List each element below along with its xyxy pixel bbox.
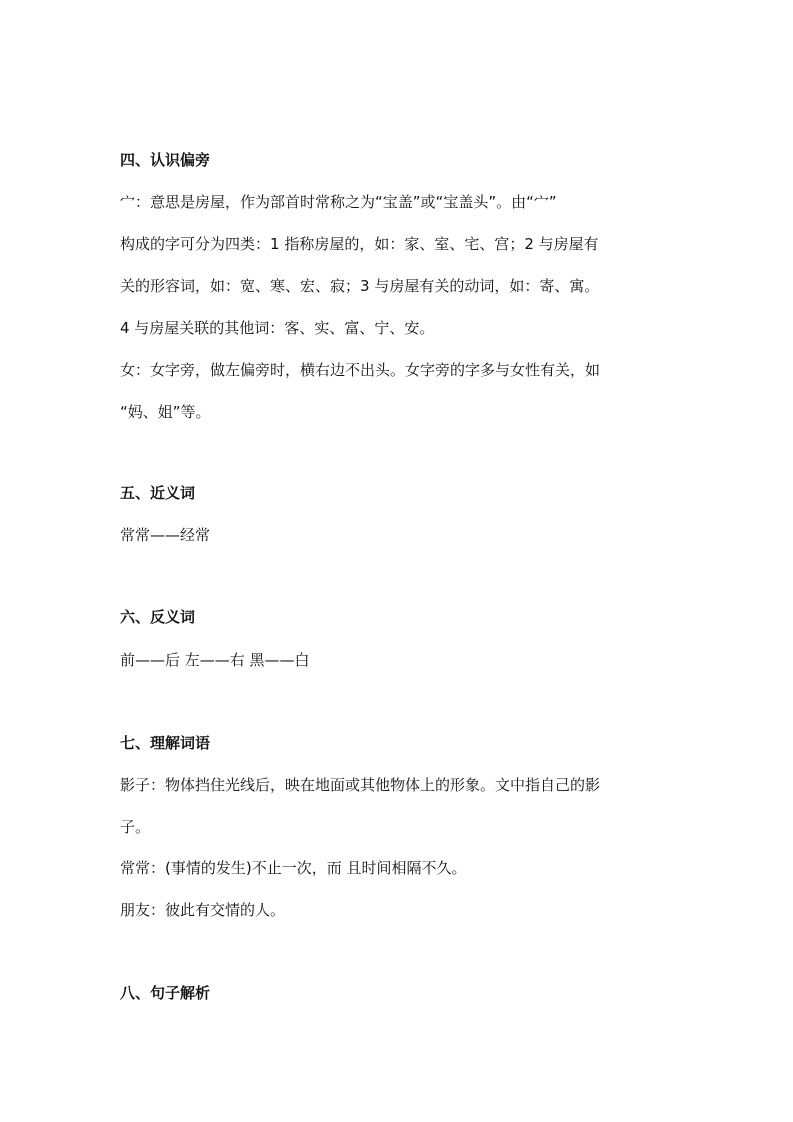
section-heading: 五、近义词 [120,484,196,502]
paragraph-line: 影子：物体挡住光线后，映在地面或其他物体上的形象。文中指自己的影 [120,776,601,794]
section-heading: 八、句子解析 [120,984,211,1002]
section-heading: 四、认识偏旁 [120,151,211,169]
paragraph-line: 女：女字旁，做左偏旁时，横右边不出头。女字旁的字多与女性有关，如 [120,361,601,379]
section-heading: 七、理解词语 [120,734,211,752]
section-heading: 六、反义词 [120,608,196,626]
paragraph-line: 关的形容词，如：宽、寒、宏、寂；3 与房屋有关的动词，如：寄、寓。 [120,277,600,295]
paragraph-line: 前——后 左——右 黑——白 [120,651,310,669]
paragraph-line: 宀：意思是房屋，作为部首时常称之为“宝盖”或“宝盖头”。由“宀” [120,193,557,211]
paragraph-line: 构成的字可分为四类：1 指称房屋的，如：家、室、宅、宫；2 与房屋有 [120,235,599,253]
paragraph-line: 4 与房屋关联的其他词：客、实、富、宁、安。 [120,319,435,337]
paragraph-line: 常常：(事情的发生)不止一次，而 且时间相隔不久。 [120,859,467,877]
paragraph-line: “妈、姐”等。 [120,403,211,421]
paragraph-line: 常常——经常 [120,526,211,544]
paragraph-line: 朋友：彼此有交情的人。 [120,901,286,919]
paragraph-line: 子。 [120,818,151,836]
